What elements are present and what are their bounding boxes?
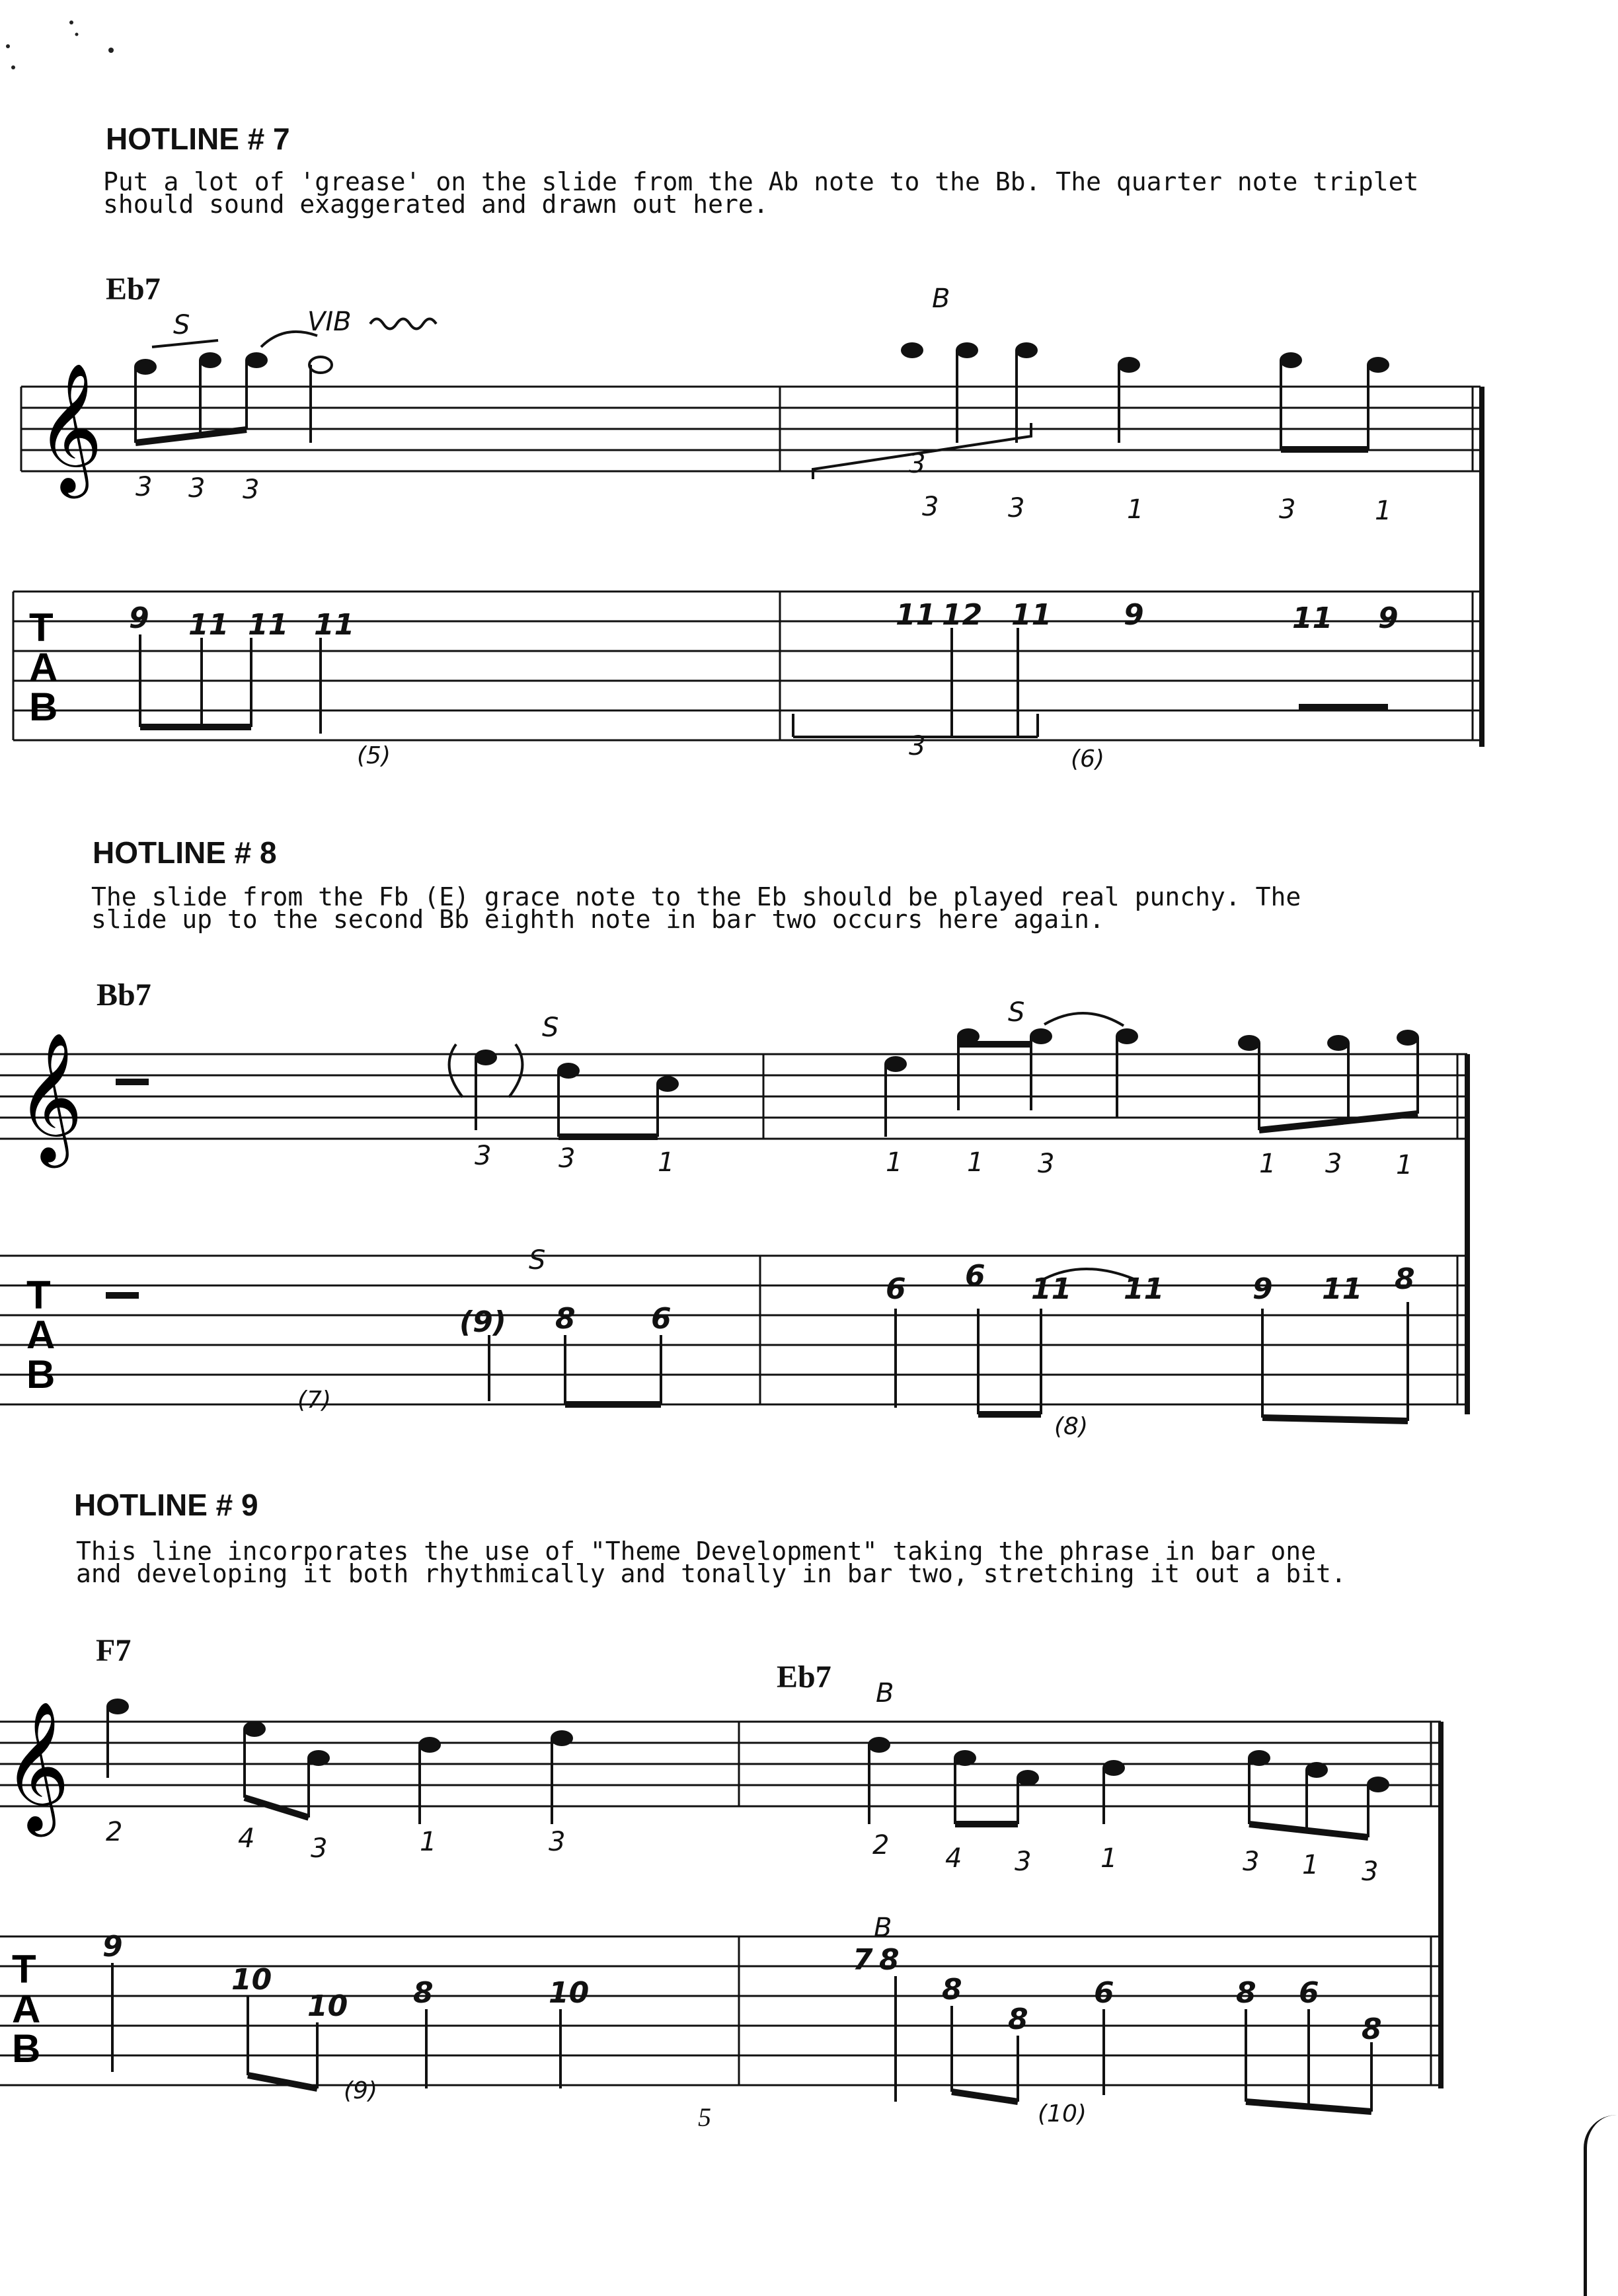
hotline-7-title: HOTLINE # 7 bbox=[106, 122, 290, 156]
fingering: 1 bbox=[420, 1827, 437, 1857]
note bbox=[134, 359, 157, 375]
page-number: 5 bbox=[698, 2102, 711, 2132]
fingering: 2 bbox=[872, 1830, 890, 1860]
note bbox=[1116, 1028, 1138, 1044]
note bbox=[418, 1737, 441, 1753]
treble-clef: 𝄞 bbox=[36, 362, 103, 493]
tab-fret: 8 bbox=[1236, 1976, 1256, 2010]
tab-lines bbox=[13, 592, 1481, 740]
tab-stems bbox=[140, 628, 1388, 737]
hotline-8-title: HOTLINE # 8 bbox=[93, 835, 277, 870]
hotline-9-line-2: and developing it both rhythmically and tonally in bar two, stretching it out a bit. bbox=[76, 1559, 1346, 1588]
vibrato-mark: VIB bbox=[307, 307, 352, 337]
note bbox=[1238, 1035, 1260, 1051]
tab-fret: 9 bbox=[1378, 601, 1399, 635]
tab-fret: (9) bbox=[459, 1305, 506, 1339]
fingering: 1 bbox=[1259, 1149, 1276, 1179]
fingering: 3 bbox=[243, 475, 260, 505]
notes bbox=[106, 1699, 1389, 1792]
tab-fret: 9 bbox=[129, 601, 149, 635]
fingering: 3 bbox=[1015, 1847, 1032, 1877]
tab-fret: 6 bbox=[651, 1302, 672, 1336]
tab-stems bbox=[112, 1963, 1371, 2112]
tab-lines bbox=[0, 1936, 1441, 2085]
stems-beams bbox=[135, 332, 1368, 479]
tab-fret: 8 bbox=[1008, 2003, 1028, 2036]
tab-fret: 11 bbox=[248, 608, 289, 642]
hotline-8-line-2: slide up to the second Bb eighth note in bar two occurs here again. bbox=[91, 905, 1104, 934]
staff-lines bbox=[21, 387, 1482, 747]
tab-fret: 8 bbox=[879, 1943, 900, 1977]
tab-fret: 10 bbox=[549, 1976, 590, 2010]
note bbox=[901, 342, 923, 358]
tab-fret: 11 bbox=[188, 608, 229, 642]
hotline-9-title: HOTLINE # 9 bbox=[74, 1488, 258, 1522]
tab-clef: T A B bbox=[29, 605, 58, 729]
scan-specks bbox=[0, 0, 132, 79]
note bbox=[1367, 1777, 1389, 1792]
note bbox=[1280, 352, 1302, 368]
note bbox=[1017, 1770, 1039, 1786]
note bbox=[243, 1721, 266, 1737]
note bbox=[551, 1730, 573, 1746]
note bbox=[1015, 342, 1038, 358]
note bbox=[1248, 1750, 1270, 1766]
bar-number: (10) bbox=[1038, 2100, 1087, 2127]
fingering: 3 bbox=[1038, 1149, 1055, 1179]
note bbox=[956, 342, 978, 358]
tab-fret: 8 bbox=[1362, 2012, 1382, 2046]
hotline-8-system bbox=[0, 997, 1618, 1494]
notes bbox=[475, 1028, 1419, 1092]
tab-slide-mark: S bbox=[529, 1245, 546, 1276]
tab-fret: 11 bbox=[1011, 598, 1052, 632]
tab-fret: 6 bbox=[886, 1272, 906, 1306]
tab-fret: 11 bbox=[1322, 1272, 1363, 1306]
fingering: 4 bbox=[945, 1843, 962, 1874]
hotline-9-description bbox=[76, 1537, 1431, 1588]
treble-clef: 𝄞 bbox=[3, 1701, 70, 1831]
tab-fret: 12 bbox=[942, 598, 983, 632]
hotline-9-chord-f7: F7 bbox=[96, 1633, 132, 1668]
fingering: 1 bbox=[1396, 1150, 1413, 1180]
notes bbox=[134, 342, 1389, 375]
note bbox=[245, 352, 268, 368]
fingering: 1 bbox=[1127, 494, 1144, 525]
bend-mark: B bbox=[876, 1678, 894, 1708]
fingering: 3 bbox=[1008, 493, 1025, 523]
page-edge bbox=[1584, 2115, 1618, 2296]
tab-fret: 11 bbox=[1031, 1272, 1072, 1306]
note bbox=[954, 1750, 976, 1766]
fingering: 1 bbox=[1375, 496, 1392, 526]
tab-fret: 7 bbox=[853, 1943, 873, 1977]
hotline-7-chord-eb7: Eb7 bbox=[106, 272, 161, 307]
tab-triplet-mark: 3 bbox=[909, 731, 926, 761]
note bbox=[1305, 1762, 1328, 1778]
tab-fret: 6 bbox=[1094, 1976, 1114, 2010]
fingering: 3 bbox=[188, 473, 206, 504]
tab-fret: 9 bbox=[1252, 1272, 1273, 1306]
note bbox=[1102, 1760, 1125, 1776]
tab-fret: 8 bbox=[1395, 1262, 1415, 1296]
bend-mark: B bbox=[932, 284, 950, 314]
hotline-7-line-2: should sound exaggerated and drawn out here. bbox=[103, 190, 769, 219]
treble-clef: 𝄞 bbox=[17, 1032, 83, 1163]
hotline-9-system bbox=[0, 1678, 1618, 2141]
tab-fret: 10 bbox=[307, 1989, 348, 2023]
fingering: 1 bbox=[1302, 1850, 1319, 1880]
note bbox=[1327, 1035, 1350, 1051]
bar-number: (5) bbox=[357, 742, 391, 769]
fingering: 3 bbox=[922, 492, 939, 522]
fingering: 1 bbox=[886, 1147, 903, 1178]
hotline-7-line-1: Put a lot of 'grease' on the slide from the Ab note to the Bb. The quarter note triplet bbox=[103, 167, 1419, 196]
bar-number: (7) bbox=[297, 1387, 331, 1414]
fingering: 3 bbox=[549, 1827, 566, 1857]
fingering: 1 bbox=[967, 1147, 984, 1178]
note bbox=[1367, 357, 1389, 373]
tab-bend-mark: B bbox=[874, 1913, 892, 1943]
note bbox=[557, 1063, 580, 1079]
fingering: 1 bbox=[1100, 1843, 1118, 1874]
tab-fret: 11 bbox=[896, 598, 937, 632]
tab-fret: 6 bbox=[1299, 1976, 1319, 2010]
vibrato-line bbox=[370, 319, 436, 329]
fingering: 3 bbox=[1279, 494, 1296, 525]
fingering: 3 bbox=[559, 1143, 576, 1174]
tab-clef: T A B bbox=[12, 1947, 41, 2071]
slide-mark: S bbox=[173, 310, 190, 340]
tab-fret: 11 bbox=[1124, 1272, 1165, 1306]
hotline-8-line-1: The slide from the Fb (E) grace note to the Eb should be played real punchy. The bbox=[91, 882, 1301, 911]
fingering: 4 bbox=[238, 1823, 255, 1854]
triplet-mark: 3 bbox=[909, 449, 926, 479]
fingering: 3 bbox=[311, 1833, 328, 1864]
fingering: 1 bbox=[658, 1147, 675, 1178]
note bbox=[475, 1050, 497, 1065]
fingering: 3 bbox=[1243, 1847, 1260, 1877]
tab-fret: 6 bbox=[965, 1259, 985, 1293]
fingering: 3 bbox=[1362, 1856, 1379, 1887]
hotline-9-line-1: This line incorporates the use of "Theme Development" taking the phrase in bar one bbox=[76, 1537, 1316, 1566]
tab-fret: 8 bbox=[413, 1976, 434, 2010]
hotline-9-chord-eb7: Eb7 bbox=[777, 1660, 831, 1695]
tab-fret: 8 bbox=[942, 1973, 962, 2007]
note bbox=[1397, 1030, 1419, 1046]
fingering: 2 bbox=[106, 1817, 123, 1847]
hotline-7-description bbox=[103, 167, 1458, 219]
bar-number: (9) bbox=[344, 2077, 377, 2104]
slide-mark: S bbox=[542, 1013, 559, 1043]
tab-fret: 11 bbox=[314, 608, 355, 642]
note bbox=[106, 1699, 129, 1714]
note bbox=[199, 352, 221, 368]
note bbox=[1118, 357, 1140, 373]
hotline-8-chord-bb7: Bb7 bbox=[96, 977, 151, 1013]
note bbox=[884, 1056, 907, 1072]
note bbox=[656, 1076, 679, 1092]
tab-fret: 9 bbox=[1124, 598, 1144, 632]
note bbox=[868, 1737, 890, 1753]
bar-number: (6) bbox=[1071, 746, 1104, 773]
fingering: 3 bbox=[135, 472, 153, 502]
note bbox=[1030, 1028, 1052, 1044]
tab-lines bbox=[0, 1256, 1467, 1404]
fingering: 3 bbox=[1325, 1149, 1342, 1179]
fingering: 3 bbox=[475, 1141, 492, 1171]
tab-fret: 10 bbox=[231, 1963, 272, 1997]
tab-fret: 9 bbox=[102, 1930, 123, 1964]
tab-fret: 11 bbox=[1292, 601, 1333, 635]
tab-fret: 8 bbox=[555, 1302, 576, 1336]
bar-number: (8) bbox=[1054, 1413, 1088, 1440]
tab-clef: T A B bbox=[26, 1273, 56, 1397]
slide-mark: S bbox=[1008, 997, 1025, 1028]
note bbox=[309, 357, 332, 373]
hotline-8-description bbox=[91, 882, 1446, 934]
staff-lines bbox=[0, 1054, 1467, 1414]
note bbox=[307, 1750, 330, 1766]
staff-lines bbox=[0, 1722, 1441, 2088]
